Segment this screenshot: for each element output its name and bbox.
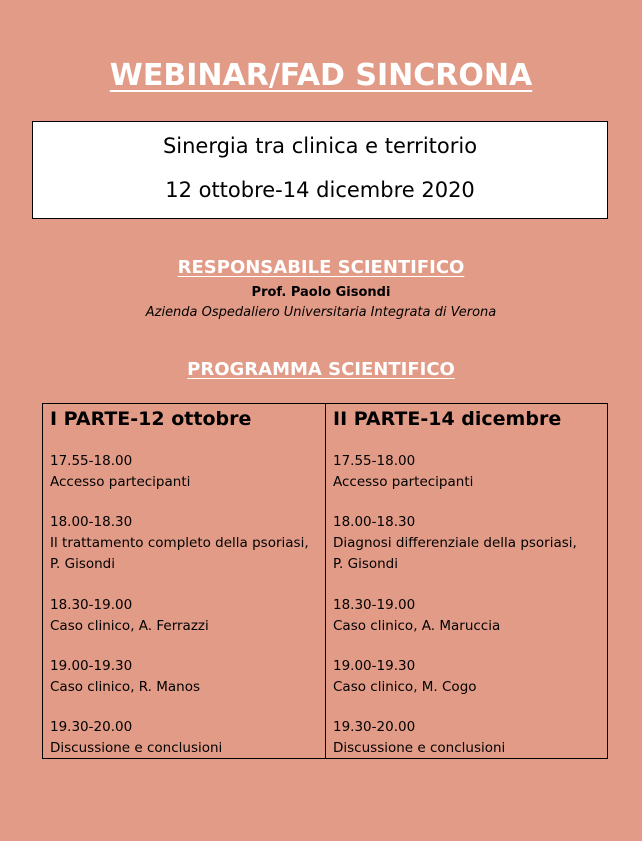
programma-heading: PROGRAMMA SCIENTIFICO bbox=[187, 359, 455, 380]
item-text: Accesso partecipanti bbox=[50, 474, 191, 490]
item-time: 17.55-18.00 bbox=[333, 453, 416, 469]
page-title: WEBINAR/FAD SINCRONA bbox=[109, 58, 533, 93]
item-text: Caso clinico, A. Maruccia bbox=[333, 618, 501, 634]
event-dates: 12 ottobre-14 dicembre 2020 bbox=[165, 178, 475, 202]
item-text: Caso clinico, M. Cogo bbox=[333, 679, 477, 695]
item-time: 19.00-19.30 bbox=[50, 658, 133, 674]
item-text: Il trattamento completo della psoriasi, bbox=[50, 535, 309, 551]
program-item bbox=[333, 656, 609, 698]
item-text: Caso clinico, R. Manos bbox=[50, 679, 201, 695]
item-time: 19.30-20.00 bbox=[50, 719, 133, 735]
item-text: P. Gisondi bbox=[333, 556, 399, 572]
event-title-box bbox=[32, 121, 608, 219]
program-item bbox=[50, 451, 326, 493]
program-item bbox=[50, 656, 326, 698]
item-time: 18.30-19.00 bbox=[50, 597, 133, 613]
item-time: 18.00-18.30 bbox=[333, 514, 416, 530]
responsabile-heading: RESPONSABILE SCIENTIFICO bbox=[177, 257, 465, 278]
program-item bbox=[333, 595, 609, 637]
item-text: Diagnosi differenziale della psoriasi, bbox=[333, 535, 577, 551]
table-border-left bbox=[42, 404, 43, 758]
program-item bbox=[50, 717, 326, 759]
event-subtitle: Sinergia tra clinica e territorio bbox=[162, 134, 478, 158]
item-text: P. Gisondi bbox=[50, 556, 116, 572]
item-time: 19.00-19.30 bbox=[333, 658, 416, 674]
item-time: 18.00-18.30 bbox=[50, 514, 133, 530]
item-time: 17.55-18.00 bbox=[50, 453, 133, 469]
program-item bbox=[333, 717, 609, 759]
program-item bbox=[333, 512, 609, 575]
item-text: Discussione e conclusioni bbox=[333, 740, 506, 756]
column-heading: II PARTE-14 dicembre bbox=[333, 408, 562, 430]
item-text: Discussione e conclusioni bbox=[50, 740, 223, 756]
responsabile-name: Prof. Paolo Gisondi bbox=[251, 285, 391, 300]
column-heading: I PARTE-12 ottobre bbox=[50, 408, 252, 430]
program-item bbox=[50, 595, 326, 637]
item-text: Caso clinico, A. Ferrazzi bbox=[50, 618, 209, 634]
item-time: 18.30-19.00 bbox=[333, 597, 416, 613]
program-table bbox=[42, 403, 608, 759]
item-text: Accesso partecipanti bbox=[333, 474, 474, 490]
program-item bbox=[333, 451, 609, 493]
responsabile-organization: Azienda Ospedaliero Universitaria Integrata di Verona bbox=[145, 305, 497, 320]
item-time: 19.30-20.00 bbox=[333, 719, 416, 735]
program-item bbox=[50, 512, 326, 575]
